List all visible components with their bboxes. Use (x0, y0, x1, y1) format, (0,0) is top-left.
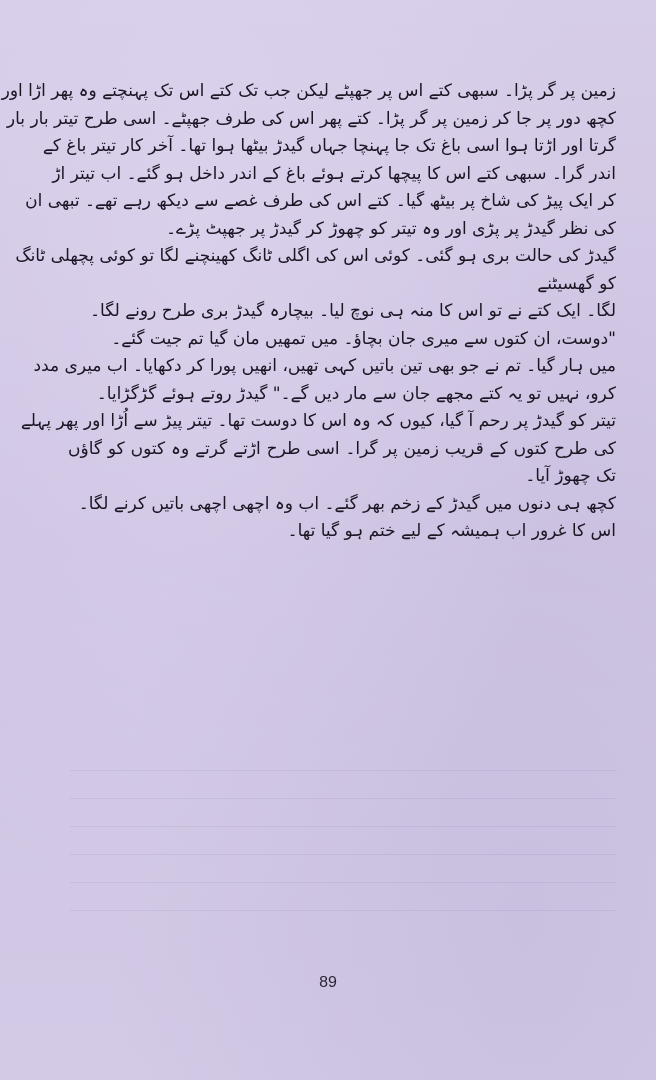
bleed-through-line (70, 882, 616, 883)
text-line: لگا۔ ایک کتے نے تو اس کا منہ ہی نوچ لیا۔ بیچارہ گیدڑ بری طرح رونے لگا۔ (90, 301, 616, 321)
bleed-through-line (70, 854, 616, 855)
bleed-through-line (70, 770, 616, 771)
text-line: کی نظر گیدڑ پر پڑی اور وہ تیتر کو چھوڑ کر گیدڑ پر جھپٹ پڑے۔ (166, 218, 616, 239)
bleed-through-line (70, 826, 616, 827)
text-line: "دوست، ان کتوں سے میری جان بچاؤ۔ میں تمھیں مان گیا تم جیت گئے۔ (111, 328, 616, 349)
page-number: 89 (319, 974, 337, 991)
bleed-through-line (70, 798, 616, 799)
text-line: گرتا اور اڑتا ہوا اسی باغ تک جا پہنچا جہاں گیدڑ بیٹھا ہوا تھا۔ آخر کار تیتر باغ کے (42, 136, 616, 156)
story-text (1, 78, 616, 546)
text-line: کرو، نہیں تو یہ کتے مجھے جان سے مار دیں گے۔" گیدڑ روتے ہوئے گڑگڑایا۔ (96, 383, 616, 404)
text-line: میں ہار گیا۔ تم نے جو بھی تین باتیں کہی تھیں، انھیں پورا کر دکھایا۔ اب میری مدد (33, 356, 616, 376)
text-line: تک چھوڑ آیا۔ (525, 466, 616, 486)
text-line: کر ایک پیڑ کی شاخ پر بیٹھ گیا۔ کتے اس کی طرف غصے سے دیکھ رہے تھے۔ تبھی ان (25, 191, 616, 211)
text-line: گیدڑ کی حالت بری ہو گئی۔ کوئی اس کی اگلی ٹانگ کھینچنے لگا تو کوئی پچھلی ٹانگ (15, 246, 616, 266)
text-line: کچھ ہی دنوں میں گیدڑ کے زخم بھر گئے۔ اب وہ اچھی اچھی باتیں کرنے لگا۔ (78, 493, 616, 514)
text-line: زمین پر گر پڑا۔ سبھی کتے اس پر جھپٹے لیکن جب تک کتے اس تک پہنچتے وہ پھر اڑا اور (1, 81, 616, 101)
text-line: اندر گرا۔ سبھی کتے اس کا پیچھا کرتے ہوئے باغ کے اندر داخل ہو گئے۔ اب تیتر اڑ (52, 163, 616, 184)
text-line: کو گھسیٹنے (537, 273, 616, 294)
text-line: تیتر کو گیدڑ پر رحم آ گیا، کیوں کہ وہ اس کا دوست تھا۔ تیتر پیڑ سے اُڑا اور پھر پہلے (20, 411, 616, 431)
text-line: کچھ دور پر جا کر زمین پر گر پڑا۔ کتے پھر اس کی طرف جھپٹے۔ اسی طرح تیتر بار بار (6, 108, 616, 129)
text-line: اس کا غرور اب ہمیشہ کے لیے ختم ہو گیا تھا۔ (287, 521, 616, 541)
bleed-through-line (70, 910, 616, 911)
text-line: کی طرح کتوں کے قریب زمین پر گرا۔ اسی طرح اڑتے گرتے وہ کتوں کو گاؤں (68, 438, 616, 459)
